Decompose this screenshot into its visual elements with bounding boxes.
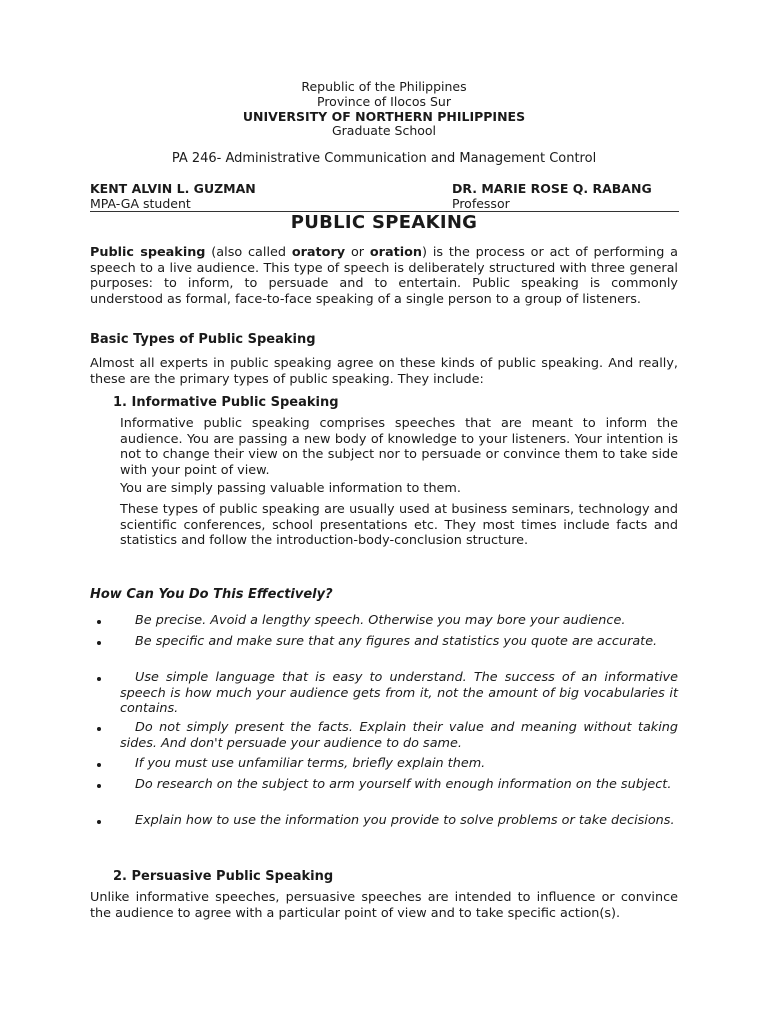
- bullet-dot: [97, 641, 101, 645]
- header-province: Province of Ilocos Sur: [317, 94, 451, 109]
- bullet-item: Be precise. Avoid a lengthy speech. Otherwise you may bore your audience.: [135, 613, 626, 628]
- document-title: PUBLIC SPEAKING: [290, 212, 478, 233]
- bullet-item: Do not simply present the facts. Explain their value and meaning without taking sides. And don't persuade your audience to do same.: [120, 720, 678, 751]
- bullet-item: Use simple language that is easy to understand. The success of an informative speech is how much your audience gets from it, not the amount of big vocabularies it contains.: [120, 670, 678, 716]
- how-heading: How Can You Do This Effectively?: [90, 587, 333, 602]
- bullet-item: Explain how to use the information you provide to solve problems or take decisions.: [135, 813, 675, 828]
- intro-paragraph: [90, 245, 678, 307]
- header-university: UNIVERSITY OF NORTHERN PHILIPPINES: [242, 109, 526, 124]
- bullet-dot: [97, 784, 101, 788]
- section2-paragraph-1: Unlike informative speeches, persuasive speeches are intended to influence or convince the audience to agree with a particular point of view and to take specific action(s).: [90, 890, 678, 921]
- section1-paragraph-3: These types of public speaking are usually used at business seminars, technology and scientific conferences, school presentations etc. They most times include facts and statistics and follow the introduction-body-conclusion structure.: [120, 502, 678, 548]
- student-role: MPA-GA student: [90, 196, 191, 211]
- bullet-item: Be specific and make sure that any figures and statistics you quote are accurate.: [135, 634, 658, 649]
- term-oratory: oratory: [291, 245, 346, 260]
- bullet-dot: [97, 620, 101, 624]
- professor-name: DR. MARIE ROSE Q. RABANG: [452, 181, 652, 196]
- section1-paragraph-2: You are simply passing valuable information to them.: [120, 481, 461, 496]
- bullet-dot: [97, 727, 101, 731]
- professor-role: Professor: [452, 196, 510, 211]
- header-school: Graduate School: [331, 123, 437, 138]
- term-public-speaking: Public speaking: [90, 245, 206, 260]
- bullet-item: Do research on the subject to arm yourself with enough information on the subject.: [135, 777, 672, 792]
- header-republic: Republic of the Philippines: [301, 79, 467, 94]
- bullet-item: If you must use unfamiliar terms, briefly explain them.: [135, 756, 486, 771]
- bullet-dot: [97, 763, 101, 767]
- bullet-dot: [97, 677, 101, 681]
- term-oration: oration: [369, 245, 423, 260]
- section1-heading: 1. Informative Public Speaking: [113, 395, 339, 410]
- section2-heading: 2. Persuasive Public Speaking: [113, 869, 334, 884]
- intro-text-3: ) is the process or act of performing a speech to a live audience. This type of speech is deliberately structured with three general purposes: to inform, to persuade and to entertain. Public speaking is commonly understood as formal, face-to-face speaking of a single person to a group of listeners.: [90, 245, 678, 307]
- intro-text-2: or: [345, 245, 370, 260]
- intro-text-1: (also called: [205, 245, 292, 260]
- student-name: KENT ALVIN L. GUZMAN: [90, 181, 256, 196]
- basic-types-text: Almost all experts in public speaking agree on these kinds of public speaking. And really, these are the primary types of public speaking. They include:: [90, 356, 678, 387]
- course-title: PA 246- Administrative Communication and Management Control: [171, 151, 597, 166]
- bullet-dot: [97, 820, 101, 824]
- basic-types-heading: Basic Types of Public Speaking: [90, 332, 316, 347]
- section1-paragraph-1: Informative public speaking comprises speeches that are meant to inform the audience. You are passing a new body of knowledge to your listeners. Your intention is not to change their view on the subject nor to persuade or convince them to take side with your point of view.: [120, 416, 678, 478]
